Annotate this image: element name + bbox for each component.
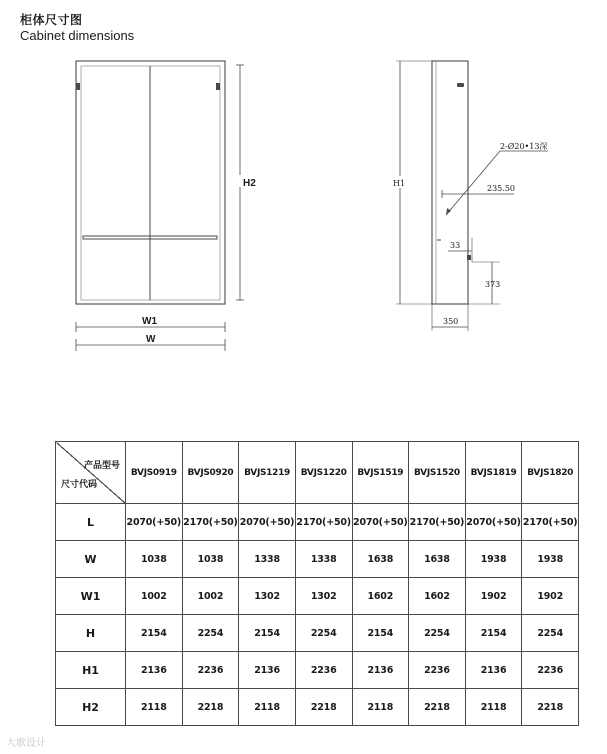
table-row — [56, 541, 579, 578]
table-cell: 2236 — [182, 652, 239, 689]
table-cell: 2154 — [465, 615, 522, 652]
table-cell: 2070(+50) — [352, 504, 409, 541]
table-row — [56, 689, 579, 726]
table-cell: 1602 — [409, 578, 466, 615]
table-cell: 1038 — [126, 541, 183, 578]
side-hole-icon — [467, 255, 471, 260]
table-cell: 2254 — [182, 615, 239, 652]
model-header: BVJS0919 — [126, 442, 183, 504]
table-cell: 1038 — [182, 541, 239, 578]
table-cell: 2136 — [465, 652, 522, 689]
model-header: BVJS1220 — [295, 442, 352, 504]
table-cell: 2170(+50) — [409, 504, 466, 541]
d235-label: 235.50 — [487, 184, 515, 193]
hole-note-label: 2-Ø20•13深 — [500, 142, 548, 151]
row-code-label: H2 — [56, 689, 126, 726]
left-hinge-icon — [76, 83, 80, 90]
side-latch-icon — [457, 83, 464, 87]
model-header: BVJS1520 — [409, 442, 466, 504]
table-cell: 2254 — [522, 615, 579, 652]
table-cell: 2136 — [352, 652, 409, 689]
table-cell: 1002 — [182, 578, 239, 615]
table-cell: 2118 — [126, 689, 183, 726]
side-cabinet-outline — [432, 61, 468, 304]
d350-label: 350 — [443, 317, 459, 326]
table-cell: 1638 — [409, 541, 466, 578]
model-header: BVJS1820 — [522, 442, 579, 504]
corner-product-model-label: 产品型号 — [83, 461, 120, 471]
right-hinge-icon — [216, 83, 220, 90]
table-cell: 1338 — [239, 541, 296, 578]
table-cell: 1638 — [352, 541, 409, 578]
d33-label: 33 — [450, 241, 461, 250]
corner-size-code-label: 尺寸代码 — [61, 480, 98, 490]
cabinet-diagram — [0, 0, 607, 360]
table-cell: 2218 — [182, 689, 239, 726]
row-code-label: W1 — [56, 578, 126, 615]
table-cell: 2070(+50) — [465, 504, 522, 541]
model-header: BVJS1819 — [465, 442, 522, 504]
row-code-label: H1 — [56, 652, 126, 689]
table-cell: 1938 — [522, 541, 579, 578]
table-cell: 1302 — [295, 578, 352, 615]
table-cell: 1938 — [465, 541, 522, 578]
table-cell: 2070(+50) — [126, 504, 183, 541]
table-cell: 1902 — [522, 578, 579, 615]
side-view — [392, 61, 548, 331]
table-cell: 2254 — [409, 615, 466, 652]
table-cell: 2236 — [295, 652, 352, 689]
table-cell: 2118 — [352, 689, 409, 726]
table-row — [56, 504, 579, 541]
table-cell: 2136 — [126, 652, 183, 689]
table-cell: 2236 — [409, 652, 466, 689]
table-cell: 2170(+50) — [182, 504, 239, 541]
table-cell: 1902 — [465, 578, 522, 615]
page-title-cn: 柜体尺寸图 — [20, 13, 83, 27]
row-code-label: W — [56, 541, 126, 578]
model-header: BVJS0920 — [182, 442, 239, 504]
table-cell: 2118 — [239, 689, 296, 726]
table-cell: 2218 — [409, 689, 466, 726]
table-cell: 2154 — [352, 615, 409, 652]
w-label: W — [146, 334, 156, 345]
table-corner-cell — [56, 442, 126, 504]
table-cell: 2254 — [295, 615, 352, 652]
h2-label: H2 — [243, 178, 256, 189]
page-title-en: Cabinet dimensions — [20, 28, 135, 43]
table-row — [56, 578, 579, 615]
table-cell: 1602 — [352, 578, 409, 615]
table-cell: 2170(+50) — [295, 504, 352, 541]
table-cell: 2236 — [522, 652, 579, 689]
table-cell: 2218 — [522, 689, 579, 726]
table-cell: 2136 — [239, 652, 296, 689]
model-header: BVJS1519 — [352, 442, 409, 504]
row-code-label: H — [56, 615, 126, 652]
table-row — [56, 615, 579, 652]
table-cell: 2118 — [465, 689, 522, 726]
table-cell: 1002 — [126, 578, 183, 615]
table-cell: 1338 — [295, 541, 352, 578]
w1-label: W1 — [142, 316, 157, 327]
table-row — [56, 652, 579, 689]
d373-label: 373 — [485, 280, 501, 289]
table-cell: 2218 — [295, 689, 352, 726]
table-header-row — [56, 442, 579, 504]
dimension-table — [55, 441, 579, 726]
h1-label: H1 — [393, 179, 406, 188]
table-cell: 2070(+50) — [239, 504, 296, 541]
front-view — [76, 61, 256, 351]
table-cell: 2154 — [239, 615, 296, 652]
model-header: BVJS1219 — [239, 442, 296, 504]
table-cell: 2170(+50) — [522, 504, 579, 541]
hole-leader-line — [446, 151, 548, 215]
row-code-label: L — [56, 504, 126, 541]
table-cell: 2154 — [126, 615, 183, 652]
watermark: 大歌设计 — [6, 738, 46, 749]
table-cell: 1302 — [239, 578, 296, 615]
